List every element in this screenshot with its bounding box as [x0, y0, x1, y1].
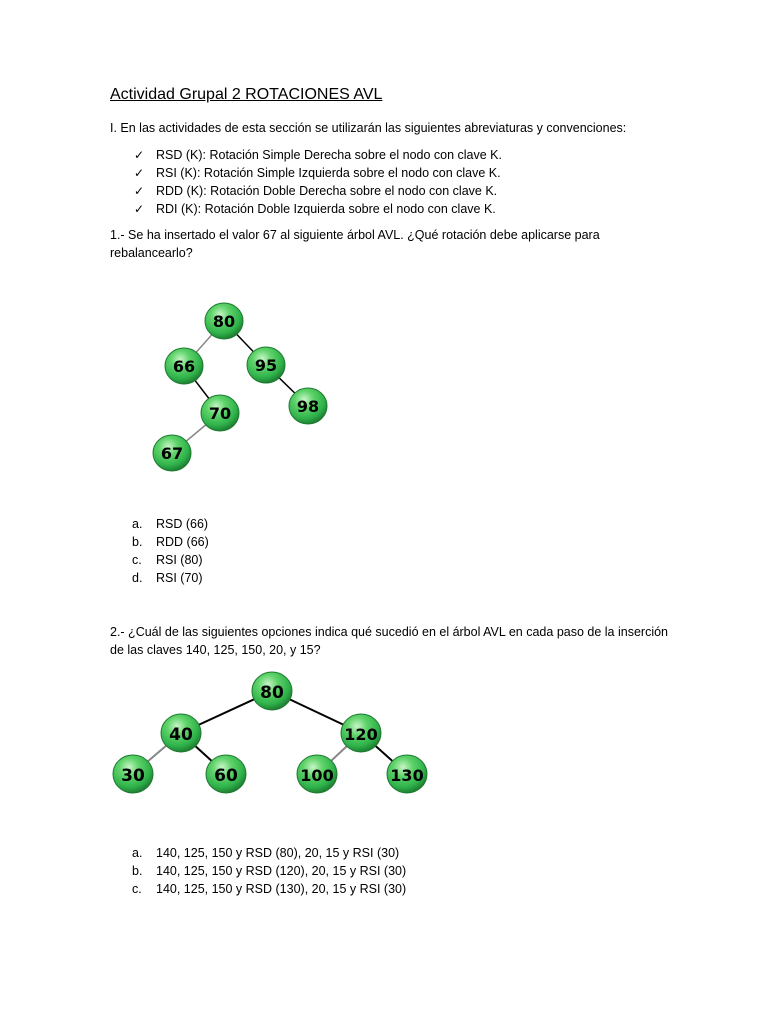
tree-2-node [252, 672, 292, 710]
option-b: b. RDD (66) [132, 535, 209, 549]
svg-text:66: 66 [172, 357, 196, 376]
option-c: c. RSI (80) [132, 553, 203, 567]
option-a: a. RSD (66) [132, 517, 209, 531]
svg-text:130: 130 [390, 766, 424, 785]
svg-text:80: 80 [212, 312, 236, 331]
option-d: d. RSI (70) [132, 571, 203, 585]
question-2-options [132, 844, 406, 898]
tree-1-node [153, 435, 191, 471]
tree-2-node [161, 714, 201, 752]
tree-2-node [297, 755, 337, 793]
tree-2-node [113, 755, 153, 793]
checkmark-icon: ✓ [134, 166, 145, 180]
option-a: a. 140, 125, 150 y RSD (80), 20, 15 y RSI (30) [132, 846, 400, 860]
tree-1-node [205, 303, 243, 339]
tree-1-edges [172, 321, 308, 453]
checkmark-icon: ✓ [134, 184, 145, 198]
option-c: c. 140, 125, 150 y RSD (130), 20, 15 y RSI (30) [132, 882, 407, 896]
checkmark-icon: ✓ [134, 202, 145, 216]
convention-text: RDI (K): Rotación Doble Izquierda sobre el nodo con clave K. [156, 202, 496, 216]
tree-2-node [387, 755, 427, 793]
svg-text:100: 100 [300, 766, 334, 785]
question-1-options [132, 515, 209, 587]
convention-text: RDD (K): Rotación Doble Derecha sobre el nodo con clave K. [156, 184, 498, 198]
svg-text:98: 98 [296, 397, 320, 416]
question-2-text: 2.- ¿Cuál de las siguientes opciones indica qué sucedió en el árbol AVL en cada paso de la inserción de las claves 140, 125, 150, 20, y 15? [110, 625, 668, 657]
checkmark-icon: ✓ [134, 148, 145, 162]
tree-1-node [289, 388, 327, 424]
svg-text:80: 80 [260, 683, 284, 703]
question-1-text: 1.- Se ha insertado el valor 67 al siguiente árbol AVL. ¿Qué rotación debe aplicarse para rebalancearlo? [110, 228, 600, 260]
svg-text:60: 60 [214, 766, 238, 786]
svg-text:120: 120 [344, 725, 378, 744]
svg-text:40: 40 [169, 725, 193, 745]
option-b: b. 140, 125, 150 y RSD (120), 20, 15 y RSI (30) [132, 864, 407, 878]
svg-text:95: 95 [254, 356, 278, 375]
svg-text:30: 30 [121, 766, 145, 786]
tree-1-node [165, 348, 203, 384]
svg-text:70: 70 [208, 404, 232, 423]
tree-1-node [247, 347, 285, 383]
tree-2-node [341, 714, 381, 752]
tree-1-node [201, 395, 239, 431]
tree-2-node [206, 755, 246, 793]
page-title: Actividad Grupal 2 ROTACIONES AVL [110, 86, 383, 103]
convention-text: RSD (K): Rotación Simple Derecha sobre el nodo con clave K. [156, 148, 502, 162]
svg-text:67: 67 [160, 444, 184, 463]
convention-text: RSI (K): Rotación Simple Izquierda sobre el nodo con clave K. [156, 166, 501, 180]
intro-paragraph: I. En las actividades de esta sección se utilizarán las siguientes abreviaturas y convenciones: [110, 121, 627, 135]
